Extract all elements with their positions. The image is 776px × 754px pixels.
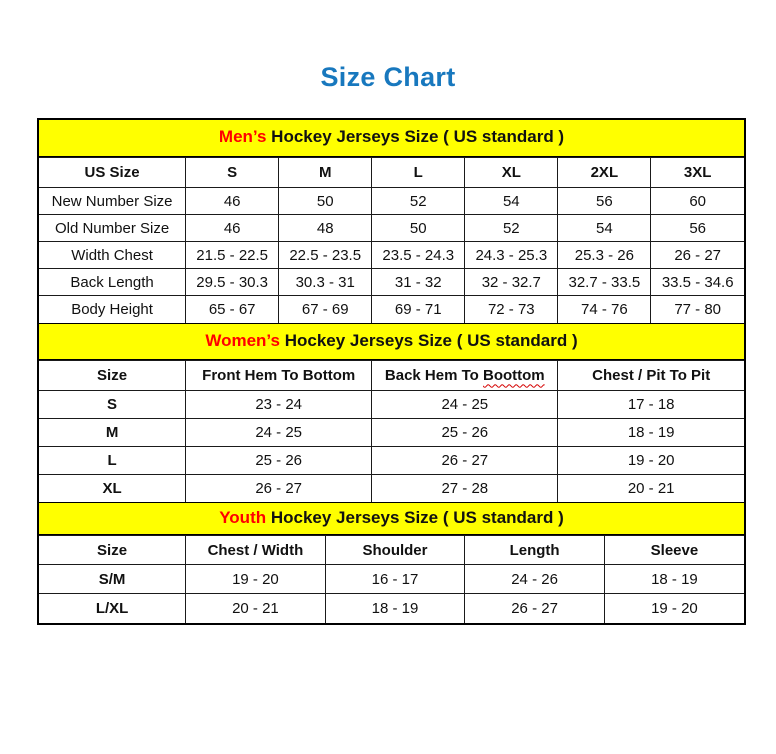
size-chart bbox=[37, 118, 746, 625]
column-header-row bbox=[39, 536, 744, 565]
data-cell: 54 bbox=[558, 215, 651, 242]
column-header: S bbox=[186, 158, 279, 188]
row-label: M bbox=[39, 418, 186, 446]
data-cell: 52 bbox=[465, 215, 558, 242]
section-band-youth bbox=[39, 502, 744, 535]
data-cell: 52 bbox=[372, 188, 465, 215]
data-cell: 72 - 73 bbox=[465, 296, 558, 323]
data-cell: 25 - 26 bbox=[186, 446, 372, 474]
data-cell: 24 - 25 bbox=[186, 418, 372, 446]
table-row bbox=[39, 390, 744, 418]
data-cell: 46 bbox=[186, 188, 279, 215]
data-cell: 24 - 25 bbox=[372, 390, 558, 418]
size-chart-page bbox=[0, 62, 776, 625]
column-header: 2XL bbox=[558, 158, 651, 188]
table-row bbox=[39, 215, 744, 242]
data-cell: 26 - 27 bbox=[465, 594, 605, 623]
table-row bbox=[39, 565, 744, 594]
data-cell: 26 - 27 bbox=[372, 446, 558, 474]
data-cell: 77 - 80 bbox=[651, 296, 744, 323]
row-label: Back Length bbox=[39, 269, 186, 296]
youth-size-table bbox=[39, 535, 744, 623]
table-row bbox=[39, 242, 744, 269]
row-label: L bbox=[39, 446, 186, 474]
data-cell: 20 - 21 bbox=[558, 474, 744, 502]
table-row bbox=[39, 418, 744, 446]
data-cell: 23 - 24 bbox=[186, 390, 372, 418]
data-cell: 25.3 - 26 bbox=[558, 242, 651, 269]
data-cell: 30.3 - 31 bbox=[279, 269, 372, 296]
row-label: L/XL bbox=[39, 594, 186, 623]
data-cell: 56 bbox=[651, 215, 744, 242]
data-cell: 19 - 20 bbox=[558, 446, 744, 474]
page-title: Size Chart bbox=[320, 62, 456, 92]
section-title-text: Hockey Jerseys Size ( US standard ) bbox=[266, 508, 564, 527]
data-cell: 26 - 27 bbox=[651, 242, 744, 269]
data-cell: 29.5 - 30.3 bbox=[186, 269, 279, 296]
data-cell: 54 bbox=[465, 188, 558, 215]
data-cell: 24.3 - 25.3 bbox=[465, 242, 558, 269]
data-cell: 16 - 17 bbox=[325, 565, 465, 594]
data-cell: 26 - 27 bbox=[186, 474, 372, 502]
data-cell: 19 - 20 bbox=[186, 565, 326, 594]
data-cell: 21.5 - 22.5 bbox=[186, 242, 279, 269]
data-cell: 67 - 69 bbox=[279, 296, 372, 323]
column-header: M bbox=[279, 158, 372, 188]
data-cell: 18 - 19 bbox=[604, 565, 744, 594]
column-header: Front Hem To Bottom bbox=[186, 360, 372, 390]
column-header-row bbox=[39, 360, 744, 390]
column-header: 3XL bbox=[651, 158, 744, 188]
row-label: Old Number Size bbox=[39, 215, 186, 242]
data-cell: 69 - 71 bbox=[372, 296, 465, 323]
section-band-mens bbox=[39, 120, 744, 157]
section-title-text: Hockey Jerseys Size ( US standard ) bbox=[266, 127, 565, 146]
data-cell: 50 bbox=[372, 215, 465, 242]
table-row bbox=[39, 594, 744, 623]
data-cell: 56 bbox=[558, 188, 651, 215]
column-header: Shoulder bbox=[325, 536, 465, 565]
data-cell: 50 bbox=[279, 188, 372, 215]
mens-size-table bbox=[39, 157, 744, 323]
data-cell: 17 - 18 bbox=[558, 390, 744, 418]
section-band-womens bbox=[39, 323, 744, 360]
row-label: XL bbox=[39, 474, 186, 502]
data-cell: 32.7 - 33.5 bbox=[558, 269, 651, 296]
data-cell: 24 - 26 bbox=[465, 565, 605, 594]
data-cell: 23.5 - 24.3 bbox=[372, 242, 465, 269]
row-label: Body Height bbox=[39, 296, 186, 323]
data-cell: 18 - 19 bbox=[325, 594, 465, 623]
header-text: Back Hem To bbox=[384, 366, 483, 384]
data-cell: 33.5 - 34.6 bbox=[651, 269, 744, 296]
table-row bbox=[39, 296, 744, 323]
row-label: Width Chest bbox=[39, 242, 186, 269]
column-header: Size bbox=[39, 536, 186, 565]
column-header-row bbox=[39, 158, 744, 188]
column-header: Size bbox=[39, 360, 186, 390]
data-cell: 46 bbox=[186, 215, 279, 242]
section-title-highlight: Women’s bbox=[205, 330, 280, 350]
data-cell: 25 - 26 bbox=[372, 418, 558, 446]
data-cell: 22.5 - 23.5 bbox=[279, 242, 372, 269]
table-row bbox=[39, 269, 744, 296]
column-header: Sleeve bbox=[604, 536, 744, 565]
column-header: XL bbox=[465, 158, 558, 188]
data-cell: 27 - 28 bbox=[372, 474, 558, 502]
column-header bbox=[372, 360, 558, 390]
data-cell: 31 - 32 bbox=[372, 269, 465, 296]
data-cell: 48 bbox=[279, 215, 372, 242]
column-header: US Size bbox=[39, 158, 186, 188]
data-cell: 18 - 19 bbox=[558, 418, 744, 446]
table-row bbox=[39, 446, 744, 474]
column-header: Chest / Pit To Pit bbox=[558, 360, 744, 390]
data-cell: 74 - 76 bbox=[558, 296, 651, 323]
misspelled-word: Boottom bbox=[483, 366, 545, 384]
data-cell: 65 - 67 bbox=[186, 296, 279, 323]
section-title-highlight: Youth bbox=[219, 508, 267, 527]
column-header: Chest / Width bbox=[186, 536, 326, 565]
data-cell: 32 - 32.7 bbox=[465, 269, 558, 296]
row-label: New Number Size bbox=[39, 188, 186, 215]
womens-size-table bbox=[39, 360, 744, 503]
row-label: S bbox=[39, 390, 186, 418]
table-row bbox=[39, 474, 744, 502]
data-cell: 20 - 21 bbox=[186, 594, 326, 623]
column-header: Length bbox=[465, 536, 605, 565]
row-label: S/M bbox=[39, 565, 186, 594]
data-cell: 19 - 20 bbox=[604, 594, 744, 623]
data-cell: 60 bbox=[651, 188, 744, 215]
column-header: L bbox=[372, 158, 465, 188]
section-title-highlight: Men’s bbox=[218, 127, 267, 146]
table-row bbox=[39, 188, 744, 215]
section-title-text: Hockey Jerseys Size ( US standard ) bbox=[279, 330, 578, 350]
